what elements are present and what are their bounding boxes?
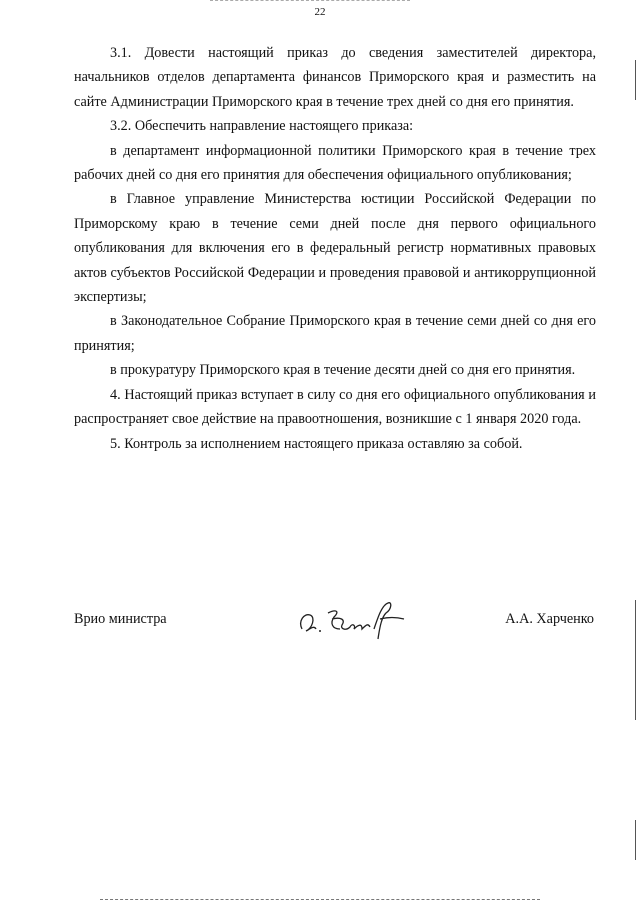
paragraph-prosecutor: в прокуратуру Приморского края в течение десяти дней со дня его принятия. (110, 362, 576, 379)
paragraph-3-2: 3.2. Обеспечить направление настоящего приказа: (110, 118, 414, 135)
signatory-position: Врио министра (74, 611, 167, 627)
paragraph-4: 4. Настоящий приказ вступает в силу со дня его официального опубликования и распространяет свое действие на правоотношения, возникшие с 1 января 2020 года. (74, 386, 596, 428)
page-number: 22 (314, 6, 326, 18)
paragraph-legislative-assembly: в Законодательное Собрание Приморского края в течение семи дней со дня его принятия; (74, 313, 596, 354)
document-body (74, 41, 596, 456)
scan-edge-mark (635, 600, 636, 720)
paragraph-info-policy: в департамент информационной политики Приморского края в течение трех рабочих дней со дня его принятия для обеспечения официального опубликования; (74, 142, 596, 184)
paragraph-3-1: 3.1. Довести настоящий приказ до сведения заместителей директора, начальников отделов департамента финансов Приморского края и разместить на сайте Администрации Приморского края в течение трех дней со дня его принятия. (74, 45, 596, 110)
top-edge-artifact (210, 0, 410, 3)
scan-edge-mark (635, 820, 636, 860)
scan-edge-mark (635, 60, 636, 100)
bottom-edge-artifact (100, 899, 540, 902)
paragraph-justice-ministry: в Главное управление Министерства юстиции Российской Федерации по Приморскому краю в течение семи дней после дня первого официального опубликования для включения его в федеральный регистр нормативных правовых актов субъектов Российской Федерации и проведения правовой и антикоррупционной экспертизы; (74, 191, 596, 306)
signatory-name: А.А. Харченко (505, 611, 594, 627)
signature-block (74, 595, 596, 645)
handwritten-signature (296, 595, 416, 643)
paragraph-5: 5. Контроль за исполнением настоящего приказа оставляю за собой. (110, 435, 523, 452)
